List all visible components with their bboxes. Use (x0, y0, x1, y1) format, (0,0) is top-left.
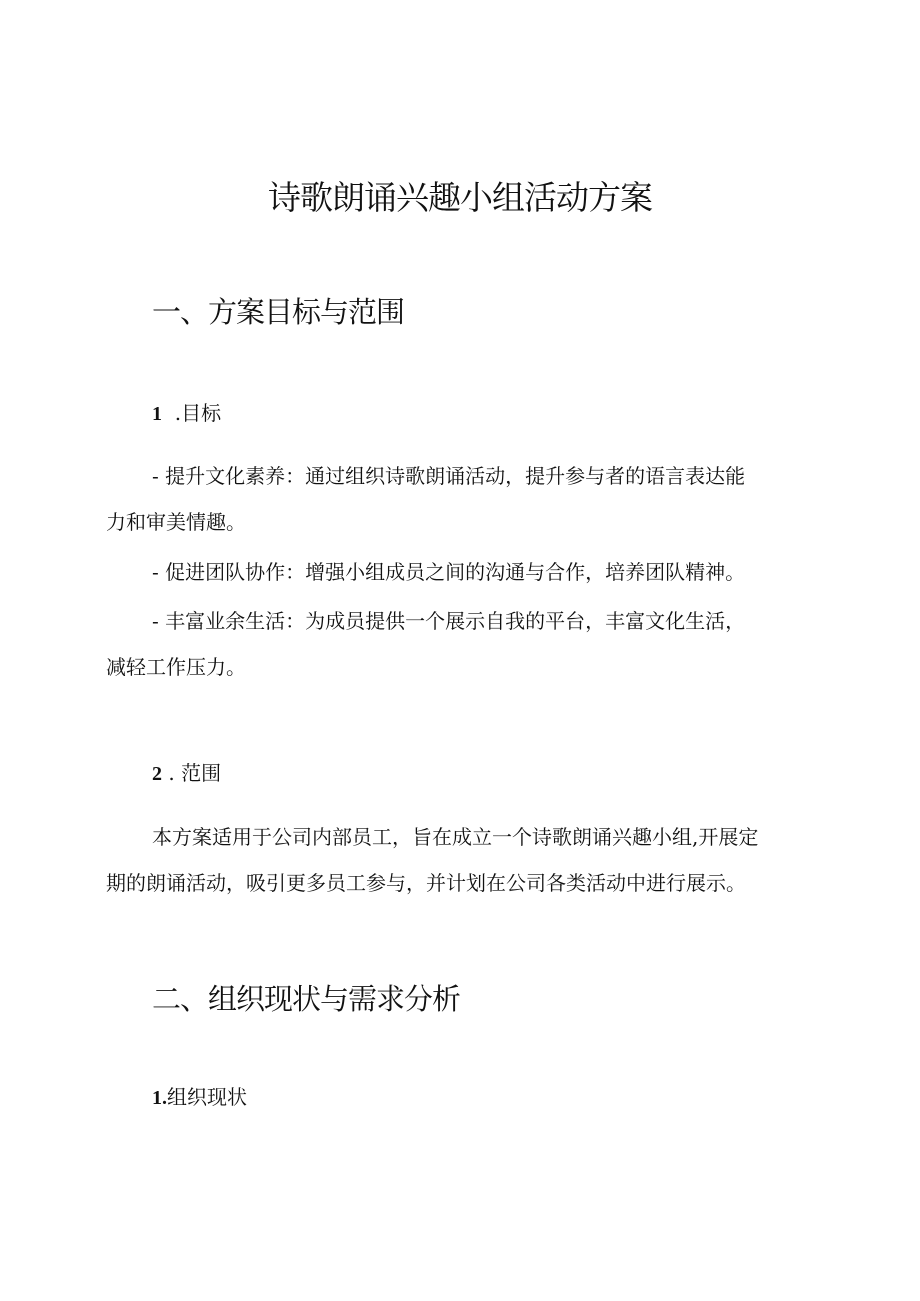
goal-item-3 (106, 598, 816, 690)
scope-line-2: 期的朗诵活动，吸引更多员工参与，并计划在公司各类活动中进行展示。 (106, 871, 746, 895)
section-2-1-number: 1. (152, 1087, 167, 1109)
scope-line-1: 本方案适用于公司内部员工，旨在成立一个诗歌朗诵兴趣小组,开展定 (152, 825, 759, 849)
section-1-1-label: .目标 (174, 401, 222, 425)
section-1-heading: 一、方案目标与范围 (152, 295, 405, 329)
section-2-1-label: 组织现状 (167, 1085, 247, 1109)
document-title: 诗歌朗诵兴趣小组活动方案 (268, 178, 652, 217)
section-1-2-heading (152, 757, 221, 786)
scope-paragraph (106, 814, 816, 906)
section-2-1-heading (152, 1081, 247, 1110)
section-1-1-number: 1 (152, 403, 162, 425)
section-1-2-label: . 范围 (168, 761, 222, 785)
goal-item-1-line-2: 力和审美情趣。 (106, 510, 246, 534)
section-1-1-heading (152, 397, 221, 426)
section-1-2-number: 2 (152, 763, 162, 785)
goal-item-3-line-2: 减轻工作压力。 (106, 655, 246, 679)
goal-item-2 (106, 549, 816, 595)
goal-item-1-line-1: - 提升文化素养：通过组织诗歌朗诵活动，提升参与者的语言表达能 (152, 464, 746, 488)
goal-item-2-line-1: - 促进团队协作：增强小组成员之间的沟通与合作，培养团队精神。 (152, 560, 746, 584)
goal-item-3-line-1: - 丰富业余生活：为成员提供一个展示自我的平台，丰富文化生活， (152, 609, 746, 633)
goal-item-1 (106, 453, 816, 545)
section-2-heading: 二、组织现状与需求分析 (152, 982, 461, 1016)
